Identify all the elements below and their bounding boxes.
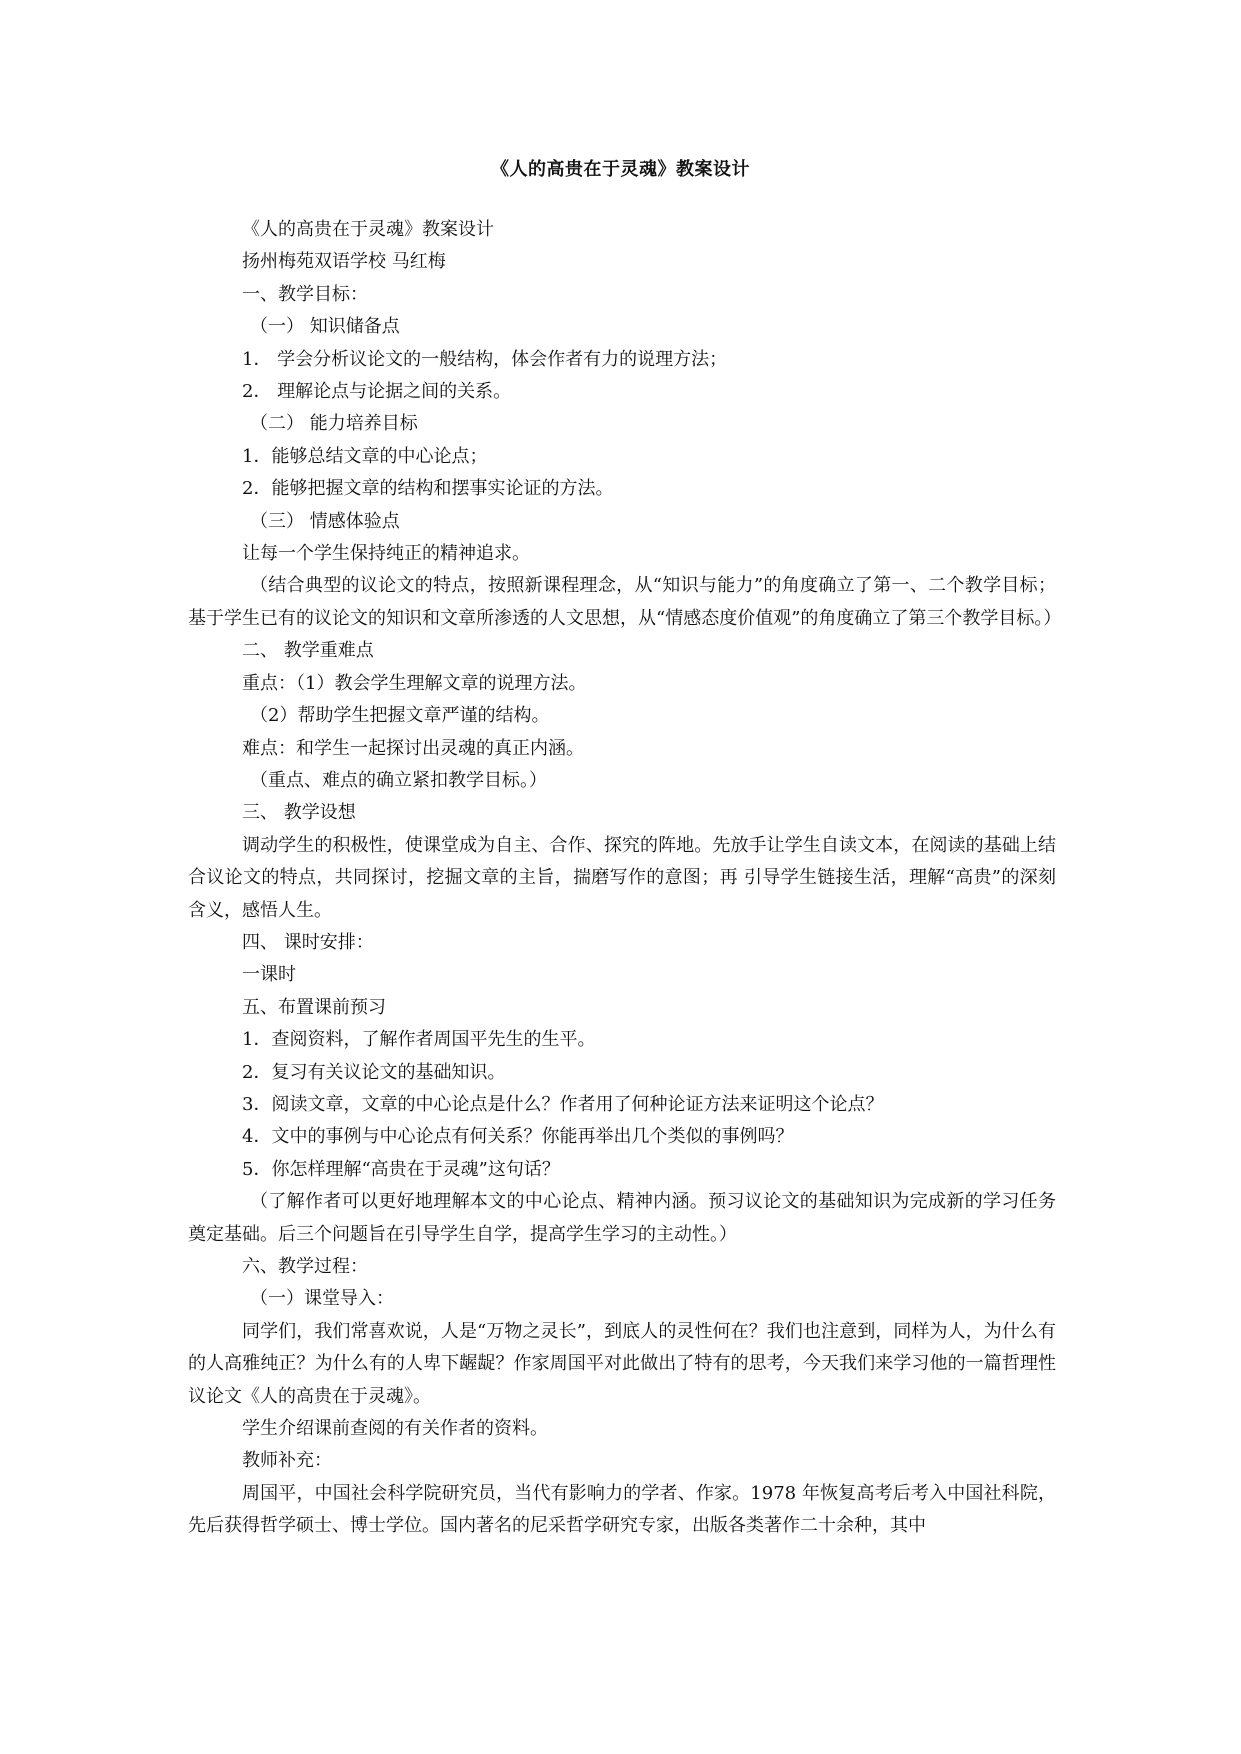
list-item: 1．查阅资料，了解作者周国平先生的生平。 — [242, 1029, 596, 1051]
subsection-heading: （三） 情感体验点 — [250, 510, 400, 532]
section-heading: 一、教学目标： — [242, 283, 368, 305]
body-line: 《人的高贵在于灵魂》教案设计 — [242, 219, 494, 240]
section-heading: 四、 课时安排： — [242, 931, 374, 953]
body-line: （2）帮助学生把握文章严谨的结构。 — [250, 705, 550, 727]
list-item: 1．能够总结文章的中心论点； — [242, 445, 488, 467]
subsection-heading: （一）课堂导入： — [250, 1288, 394, 1310]
section-heading: 二、 教学重难点 — [242, 640, 374, 662]
section-heading: 三、 教学设想 — [242, 802, 356, 824]
list-item: 2．复习有关议论文的基础知识。 — [242, 1061, 506, 1083]
body-paragraph: 周国平，中国社会科学院研究员，当代有影响力的学者、作家。1978 年恢复高考后考入中国社科院，先后获得哲学硕士、博士学位。国内著名的尼采哲学研究专家，出版各类著作二十余种，其中 — [188, 1482, 1056, 1537]
section-heading: 六、教学过程： — [242, 1256, 368, 1277]
list-item: 2． 理解论点与论据之间的关系。 — [242, 381, 512, 403]
list-item: 3．阅读文章，文章的中心论点是什么？作者用了何种论证方法来证明这个论点？ — [242, 1093, 884, 1115]
body-line: 一课时 — [242, 964, 296, 986]
document-body — [188, 214, 1062, 1543]
section-heading: 五、布置课前预习 — [242, 996, 386, 1018]
body-line: 重点：（1）教会学生理解文章的说理方法。 — [242, 672, 587, 694]
author-line: 扬州梅苑双语学校 马红梅 — [242, 251, 446, 273]
document-title: 《人的高贵在于灵魂》教案设计 — [491, 159, 750, 180]
list-item: 2．能够把握文章的结构和摆事实论证的方法。 — [242, 478, 614, 500]
list-item: 1． 学会分析议论文的一般结构，体会作者有力的说理方法； — [242, 348, 728, 370]
body-line: 难点：和学生一起探讨出灵魂的真正内涵。 — [242, 737, 584, 759]
note-paragraph: （了解作者可以更好地理解本文的中心论点、精神内涵。预习议论文的基础知识为完成新的学习任务奠定基础。后三个问题旨在引导学生自学，提高学生学习的主动性。） — [188, 1191, 1056, 1245]
subsection-heading: （二） 能力培养目标 — [250, 413, 418, 435]
body-line: 让每一个学生保持纯正的精神追求。 — [242, 543, 530, 565]
list-item: 5．你怎样理解“高贵在于灵魂”这句话？ — [242, 1158, 560, 1180]
body-paragraph: 调动学生的积极性，使课堂成为自主、合作、探究的阵地。先放手让学生自读文本，在阅读的基础上结合议论文的特点，共同探讨，挖掘文章的主旨，揣磨写作的意图；再 引导学生链接生活，理解“高贵”的深刻含义，感悟人生。 — [188, 834, 1056, 921]
body-paragraph: 同学们，我们常喜欢说，人是“万物之灵长”，到底人的灵性何在？我们也注意到，同样为人，为什么有的人高雅纯正？为什么有的人卑下龌龊？作家周国平对此做出了特有的思考，今天我们来学习他的一篇哲理性议论文《人的高贵在于灵魂》。 — [188, 1320, 1056, 1407]
body-line: 教师补充： — [242, 1450, 332, 1472]
subsection-heading: （一） 知识储备点 — [250, 316, 400, 338]
list-item: 4．文中的事例与中心论点有何关系？你能再举出几个类似的事例吗？ — [242, 1126, 794, 1148]
body-line: 学生介绍课前查阅的有关作者的资料。 — [242, 1418, 548, 1440]
note-line: （重点、难点的确立紧扣教学目标。） — [250, 769, 547, 791]
note-paragraph: （结合典型的议论文的特点，按照新课程理念，从“知识与能力”的角度确立了第一、二个教学目标；基于学生已有的议论文的知识和文章所渗透的人文思想，从“情感态度价值观”的角度确立了第三个教学目标。） — [188, 575, 1062, 629]
